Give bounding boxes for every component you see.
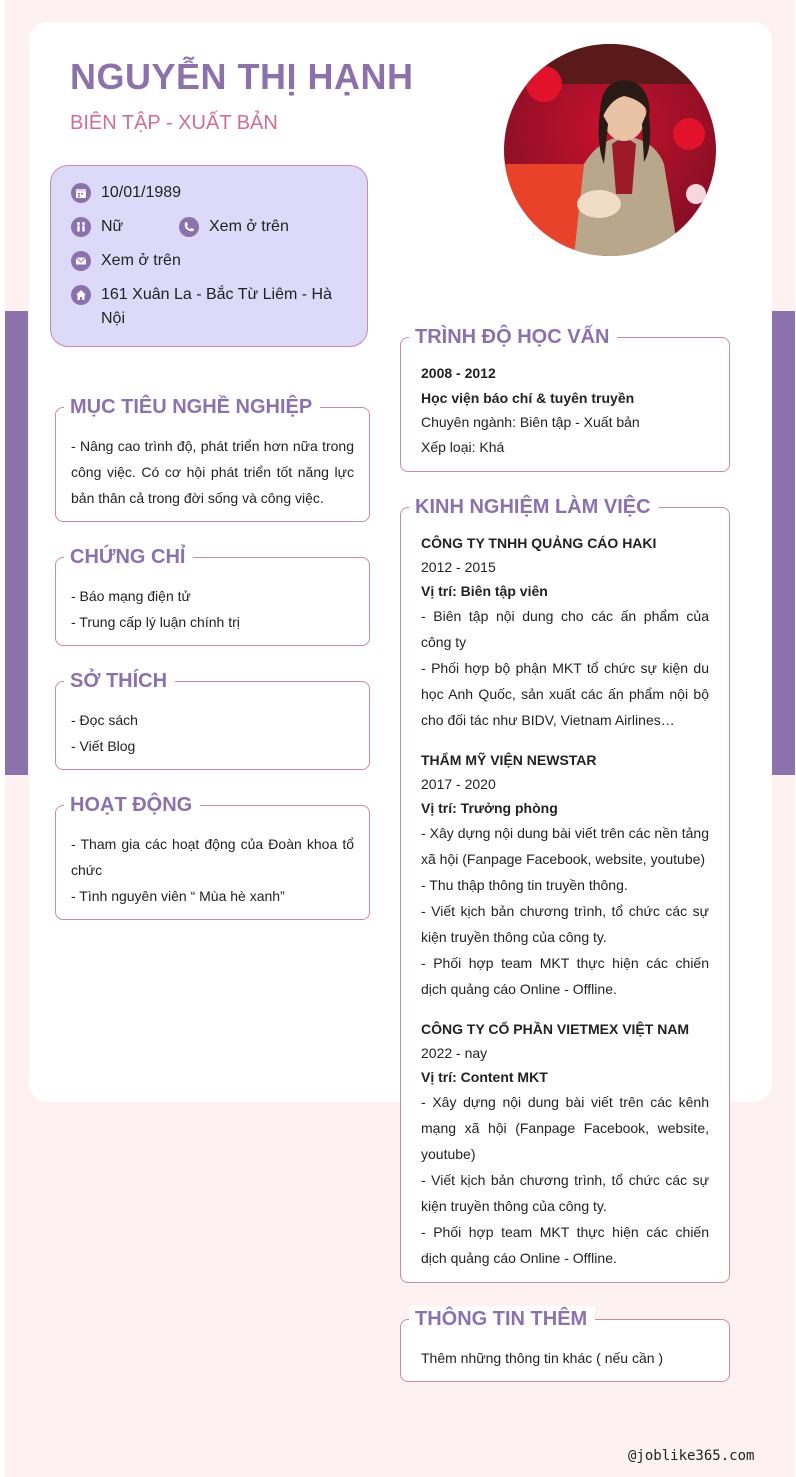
mail-icon [71, 251, 91, 271]
hobby-item: - Đọc sách [71, 712, 138, 728]
gender-text: Nữ [101, 218, 124, 235]
phone-text[interactable]: Xem ở trên [209, 218, 289, 235]
left-accent-band [5, 311, 28, 775]
activity-item: - Tình nguyên viên “ Mùa hè xanh” [71, 888, 285, 904]
contact-address [71, 283, 351, 331]
hobby-item: - Viết Blog [71, 738, 136, 754]
job-entry [421, 1017, 709, 1271]
certificates-list [71, 583, 354, 635]
job-detail: - Viết kịch bản chương trình, tổ chức các sự kiện truyền thông của công ty. [421, 903, 709, 945]
extra-info-title: THÔNG TIN THÊM [409, 1306, 595, 1332]
job-detail: - Viết kịch bản chương trình, tổ chức các sự kiện truyền thông của công ty. [421, 1172, 709, 1214]
job-period: 2012 - 2015 [421, 559, 496, 575]
education-major: Chuyên ngành: Biên tập - Xuất bản [421, 414, 640, 430]
objective-title: MỤC TIÊU NGHỀ NGHIỆP [64, 394, 320, 420]
job-detail: - Phối hợp team MKT thực hiện các chiến dịch quảng cáo Online - Offline. [421, 955, 709, 997]
right-accent-band [772, 311, 795, 775]
job-detail: - Phối hợp bộ phận MKT tổ chức sự kiện du học Anh Quốc, sản xuất các ấn phẩm nội bộ cho đối tác như BIDV, Vietnam Airlines… [421, 660, 709, 728]
job-period: 2022 - nay [421, 1045, 488, 1061]
address-line-1: 161 Xuân La - Bắc Từ Liêm - Hà [101, 286, 332, 303]
extra-info-text: Thêm những thông tin khác ( nếu cần ) [421, 1350, 664, 1366]
job-detail: - Xây dựng nội dung bài viết trên các nền tảng xã hội (Fanpage Facebook, website, youtube) [421, 825, 709, 867]
job-position: Vị trí: Content MKT [421, 1069, 548, 1085]
job-detail: - Thu thập thông tin truyền thông. [421, 877, 628, 893]
job-company: THẨM MỸ VIỆN NEWSTAR [421, 752, 597, 768]
candidate-name: NGUYỄN THỊ HẠNH [70, 56, 414, 97]
phone-icon [179, 217, 199, 237]
education-body [421, 361, 711, 459]
hobbies-list [71, 707, 354, 759]
address-line-2: Nội [101, 310, 126, 327]
job-period: 2017 - 2020 [421, 776, 496, 792]
activity-item: - Tham gia các hoạt động của Đoàn khoa tổ chức [71, 836, 354, 878]
education-school: Học viện báo chí & tuyên truyền [421, 389, 635, 406]
experience-title: KINH NGHIỆM LÀM VIỆC [409, 494, 659, 520]
certificate-item: - Báo mạng điện tử [71, 588, 191, 604]
hobbies-title: SỞ THÍCH [64, 668, 175, 694]
dob-text: 10/01/1989 [101, 184, 182, 201]
contact-gender [71, 215, 123, 239]
job-detail: - Phối hợp team MKT thực hiện các chiến dịch quảng cáo Online - Offline. [421, 1224, 709, 1266]
job-company: CÔNG TY TNHH QUẢNG CÁO HAKI [421, 535, 657, 551]
objective-text: - Nâng cao trình độ, phát triển hơn nữa trong công việc. Có cơ hội phát triển tốt năng lực bản thân cả trong đời sống và công việc. [71, 438, 354, 506]
job-entry [421, 748, 709, 1002]
contact-panel [50, 165, 368, 347]
home-icon [71, 285, 91, 305]
certificate-item: - Trung cấp lý luận chính trị [71, 614, 240, 630]
avatar [504, 44, 716, 256]
job-detail: - Biên tập nội dung cho các ấn phẩm của công ty [421, 608, 709, 650]
calendar-icon [71, 183, 91, 203]
education-title: TRÌNH ĐỘ HỌC VẤN [409, 324, 617, 350]
watermark: @joblike365.com [628, 1448, 755, 1464]
gender-icon [71, 217, 91, 237]
contact-phone [179, 215, 289, 239]
email-text[interactable]: Xem ở trên [101, 252, 181, 269]
job-position: Vị trí: Trưởng phòng [421, 800, 558, 816]
contact-dob [71, 181, 181, 205]
job-position: Vị trí: Biên tập viên [421, 583, 548, 599]
education-grade: Xếp loại: Khá [421, 438, 505, 455]
contact-email [71, 249, 181, 273]
job-company: CÔNG TY CỔ PHẦN VIETMEX VIỆT NAM [421, 1021, 690, 1037]
job-title: BIÊN TẬP - XUẤT BẢN [70, 112, 278, 134]
activities-title: HOẠT ĐỘNG [64, 792, 200, 818]
job-entry [421, 531, 709, 733]
education-period: 2008 - 2012 [421, 365, 496, 381]
job-detail: - Xây dựng nội dung bài viết trên các kênh mạng xã hội (Fanpage Facebook, website, youtube) [421, 1094, 709, 1162]
activities-list [71, 831, 354, 909]
experience-body [421, 531, 709, 1271]
certificates-title: CHỨNG CHỈ [64, 544, 193, 570]
